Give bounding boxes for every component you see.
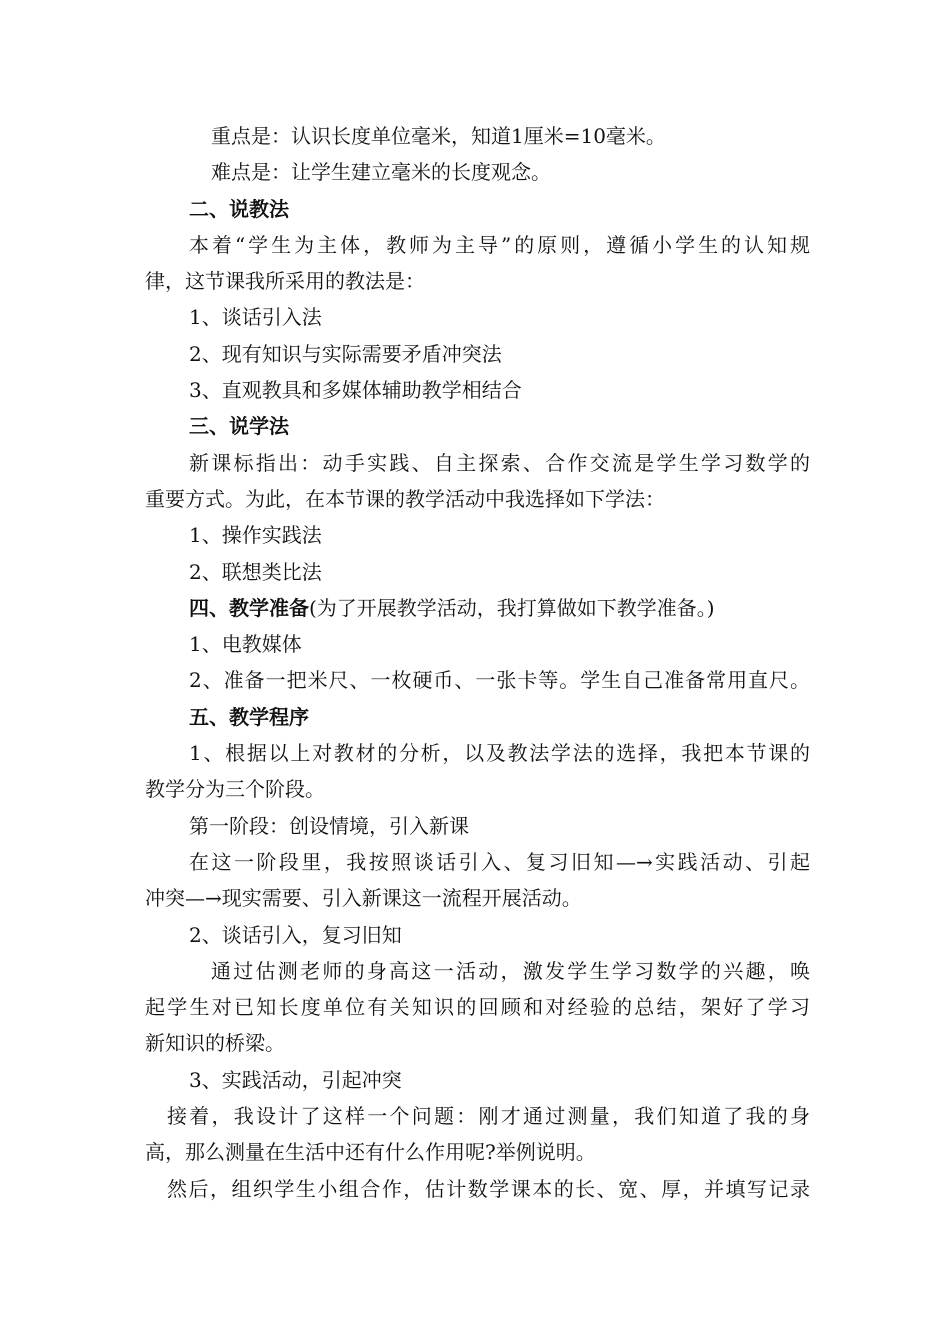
subsection-heading: 2、谈话引入，复习旧知 xyxy=(189,922,402,947)
list-item: 3、直观教具和多媒体辅助教学相结合 xyxy=(189,378,522,403)
paragraph-line: 接着，我设计了这样一个问题：刚才通过测量，我们知道了我的身 xyxy=(167,1104,810,1129)
section-heading-teaching-method: 二、说教法 xyxy=(189,196,289,221)
paragraph-line: 1、根据以上对教材的分析，以及教法学法的选择，我把本节课的 xyxy=(189,741,810,766)
section-heading-procedure: 五、教学程序 xyxy=(189,704,309,729)
paragraph-line: 本着“学生为主体，教师为主导”的原则，遵循小学生的认知规 xyxy=(189,232,810,257)
paragraph-line: 教学分为三个阶段。 xyxy=(145,777,325,802)
list-item: 1、操作实践法 xyxy=(189,523,322,548)
paragraph-line: 然后，组织学生小组合作，估计数学课本的长、宽、厚，并填写记录 xyxy=(167,1176,810,1201)
document-body xyxy=(145,118,810,1207)
subsection-heading: 3、实践活动，引起冲突 xyxy=(189,1067,402,1092)
paragraph-line: 起学生对已知长度单位有关知识的回顾和对经验的总结，架好了学习 xyxy=(145,995,810,1020)
preparation-note: (为了开展教学活动，我打算做如下教学准备。) xyxy=(309,595,715,620)
paragraph-line: 新知识的桥梁。 xyxy=(145,1031,285,1056)
list-item: 1、电教媒体 xyxy=(189,632,302,657)
difficulty-line: 难点是：让学生建立毫米的长度观念。 xyxy=(211,160,551,185)
paragraph-line: 通过估测老师的身高这一活动，激发学生学习数学的兴趣，唤 xyxy=(211,958,810,983)
section-heading-preparation: 四、教学准备 xyxy=(189,595,309,620)
paragraph-line: 重要方式。为此，在本节课的教学活动中我选择如下学法： xyxy=(145,486,665,511)
paragraph-line: 冲突—→现实需要、引入新课这一流程开展活动。 xyxy=(145,886,582,911)
paragraph-line: 高，那么测量在生活中还有什么作用呢?举例说明。 xyxy=(145,1140,596,1165)
list-item: 1、谈话引入法 xyxy=(189,305,322,330)
list-item: 2、现有知识与实际需要矛盾冲突法 xyxy=(189,341,502,366)
paragraph-line: 律，这节课我所采用的教法是： xyxy=(145,269,425,294)
list-item: 2、准备一把米尺、一枚硬币、一张卡等。学生自己准备常用直尺。 xyxy=(189,668,810,693)
section-heading-learning-method: 三、说学法 xyxy=(189,414,289,439)
key-point-line: 重点是：认识长度单位毫米，知道1厘米=10毫米。 xyxy=(211,124,666,148)
section-heading-preparation-line xyxy=(145,590,810,626)
list-item: 2、联想类比法 xyxy=(189,559,322,584)
paragraph-line: 新课标指出：动手实践、自主探索、合作交流是学生学习数学的 xyxy=(189,450,810,475)
paragraph-line: 在这一阶段里，我按照谈话引入、复习旧知—→实践活动、引起 xyxy=(189,849,810,874)
stage-heading: 第一阶段：创设情境，引入新课 xyxy=(189,813,469,838)
